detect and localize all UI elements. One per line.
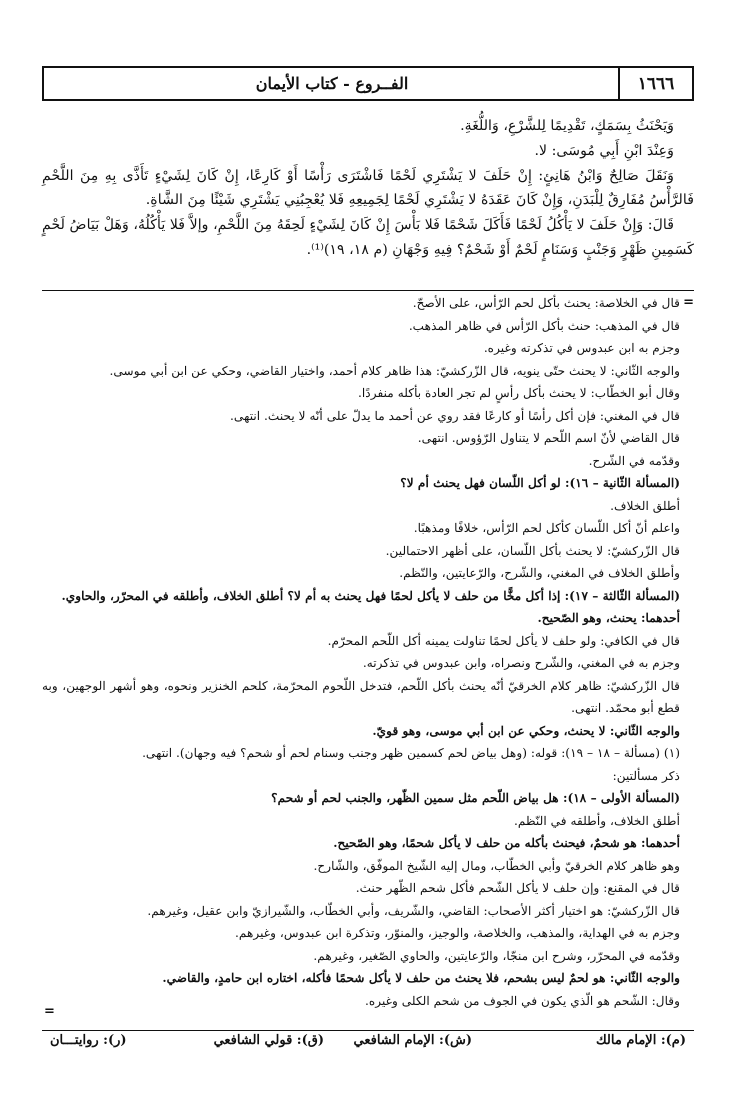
matn-paragraph: وَعِنْدَ ابْنِ أَبِي مُوسَى: لا. [534,142,674,159]
continuation-mark: = [683,295,694,310]
commentary-text [42,292,694,1012]
commentary-paragraph: أطلق الخلاف. [610,498,680,513]
page-number: ١٦٦٦ [618,68,692,99]
commentary-paragraph: قال الزّركشيّ: ظاهر كلام الخرقيّ أنّه يحنث بأكل اللّحم، فتدخل اللّحوم المحرّمة، كلحم الخنزير ونحوه، وهو أشهر الوجهين، وبه قطع أبو محمّد. انتهى. [42,678,680,715]
matn-paragraph: وَيَحْنَثُ بِسَمَكٍ، تَقْدِيمًا لِلشَّرْعِ، وَاللُّغَةِ. [460,118,674,134]
commentary-paragraph: وجزم به في الهداية، والمذهب، والخلاصة، والوجيز، والمنوّر، وتذكرة ابن عبدوس، وغيرهم. [234,926,680,940]
commentary-paragraph: قال في الخلاصة: يحنث بأكل لحم الرّأس، على الأصحّ. [412,296,680,310]
abbr-riwayatan: (ر): روايتـــان [50,1033,127,1048]
commentary-paragraph: وأطلق الخلاف في المغني، والشّرح، والرّعايتين، والنّظم. [399,566,680,580]
matn-paragraph: وَنَقَلَ صَالِحٌ وَابْنُ هَانِئٍ: إِنْ حَلَفَ لا يَشْتَرِي لَحْمًا فَاشْتَرَى رَأْسًا أَوْ كَارِعًا، إِنْ كَانَ لِشَيْءٍ تَأَذَّى بِهِ مِنَ اللَّحْمِ فَالرَّأْسُ مُفَارِقٌ لِلْبَدَنِ، وَإِنْ كَانَ عَقَدَهُ لا يَشْتَرِي لَحْمًا لِجَمِيعِهِ فَلا يُعْجِبُنِي يَشْتَرِي شَيْئًا مِنَ الشَّاةِ. [42,167,694,209]
commentary-paragraph: والوجه الثّاني: لا يحنث حتّى ينويه، قال الزّركشيّ: هذا ظاهر كلام أحمد، واختيار القاضي، وحكي عن ابن أبي موسى. [109,363,680,378]
commentary-paragraph: وقال: الشّحم هو الّذي يكون في الجوف من شحم الكلى وغيره. [364,993,680,1008]
commentary-paragraph: قال في المغني: فإن أكل رأسًا أو كارعًا فقد روي عن أحمد ما يدلّ على أنّه لا يحنث. انتهى. [230,408,680,423]
issue-heading: (المسألة الأولى – ١٨): هل بياض اللّحم مثل سمين الظّهر، والجنب لحم أو شحم؟ [271,791,680,805]
commentary-paragraph: قال في الكافي: ولو حلف لا يأكل لحمًا تناولت يمينه أكل اللّحم المحرّم. [327,633,680,648]
commentary-paragraph: أطلق الخلاف، وأطلقه في النّظم. [513,813,680,828]
matn-paragraph: قَالَ: وَإِنْ حَلَفَ لا يَأْكُلُ لَحْمًا فَأَكَلَ شَحْمًا فَلا بَأْسَ إِنْ كَانَ لِشَيْءٍ لَحِقَهُ مِنَ اللَّحْمِ، وإلاَّ فَلا يَأْكُلُهُ، وَهَلْ بَيَاضُ لَحْمٍ كَسَمِينِ ظَهْرٍ وَجَنْبٍ وَسَنَامٍ لَحْمٌ أَوْ شَحْمٌ؟ فِيهِ وَجْهَانِ (م ١٨، ١٩)⁽¹⁾. [42,217,694,258]
commentary-paragraph: واعلم أنّ أكل اللّسان كأكل لحم الرّأس، خلافًا ومذهبًا. [413,521,680,535]
commentary-paragraph: وجزم به ابن عبدوس في تذكرته وغيره. [483,341,680,355]
footer-divider [42,1030,694,1031]
commentary-paragraph: أحدهما: يحنث، وهو الصّحيح. [537,611,680,625]
abbr-malik: (م): الإمام مالك [595,1033,686,1048]
issue-heading: (المسألة الثّالثة – ١٧): إذا أكل مخًّا من حلف لا يأكل لحمًا فهل يحنث به أم لا؟ أطلق الخلاف، وأطلقه في المحرّر، والحاوي. [61,588,680,603]
commentary-paragraph: قال الزّركشيّ: هو اختيار أكثر الأصحاب: القاضي، والشّريف، وأبي الخطّاب، والشّيرازيّ وابن عقيل، وغيرهم. [147,903,680,918]
commentary-paragraph: قال الزّركشيّ: لا يحنث بأكل اللّسان، على أظهر الاحتمالين. [385,543,680,558]
issue-heading: (المسألة الثّانية – ١٦): لو أكل اللّسان فهل يحنث أم لا؟ [400,476,680,490]
abbreviation-key [42,1033,694,1057]
commentary-paragraph: قال في المذهب: حنث بأكل الرّأس في ظاهر المذهب. [408,318,680,333]
abbr-shafii: (ش): الإمام الشافعي [353,1033,472,1048]
commentary-paragraph: والوجه الثّاني: لا يحنث، وحكي عن ابن أبي موسى، وهو قويّ. [372,723,680,738]
abbr-qawlay: (ق): قولي الشافعي [213,1033,324,1048]
commentary-paragraph: وهو ظاهر كلام الخرقيّ وأبي الخطّاب، ومال إليه الشّيخ الموفّق، والشّارح. [313,858,680,873]
commentary-paragraph: قال في المقنع: وإن حلف لا يأكل الشّحم فأكل شحم الظّهر حنث. [355,881,680,895]
commentary-divider [42,290,694,291]
continuation-mark-bottom: = [44,1004,55,1019]
commentary-paragraph: وقدّمه في المحرّر، وشرح ابن منجّا، والرّعايتين، والحاوي الصّغير، وغيرهم. [313,948,680,963]
footnote-issue: (١) (مسألة – ١٨ – ١٩): قوله: (وهل بياض لحم كسمين ظهر وجنب وسنام لحم أو شحم؟ فيه وجهان). انتهى. [142,746,680,760]
page-header-frame [42,66,694,101]
main-text [42,114,694,263]
commentary-paragraph: والوجه الثّاني: هو لحمٌ ليس بشحم، فلا يحنث من حلف لا يأكل شحمًا فأكله، اختاره ابن حامدٍ، والقاضي. [162,971,680,985]
commentary-paragraph: وقدّمه في الشّرح. [588,453,680,468]
commentary-paragraph: وجزم به في المغني، والشّرح ونصراه، وابن عبدوس في تذكرته. [362,656,680,670]
commentary-paragraph: ذكر مسألتين: [612,768,680,783]
commentary-paragraph: وقال أبو الخطّاب: لا يحنث بأكل رأسٍ لم تجر العادة بأكله منفردًا. [358,386,680,400]
commentary-paragraph: أحدهما: هو شحمٌ، فيحنث بأكله من حلف لا يأكل شحمًا، وهو الصّحيح. [333,836,680,850]
running-title: الفــروع - كتاب الأيمان [255,74,409,93]
commentary-paragraph: قال القاضي لأنّ اسم اللّحم لا يتناول الرّؤوس. انتهى. [417,431,680,445]
